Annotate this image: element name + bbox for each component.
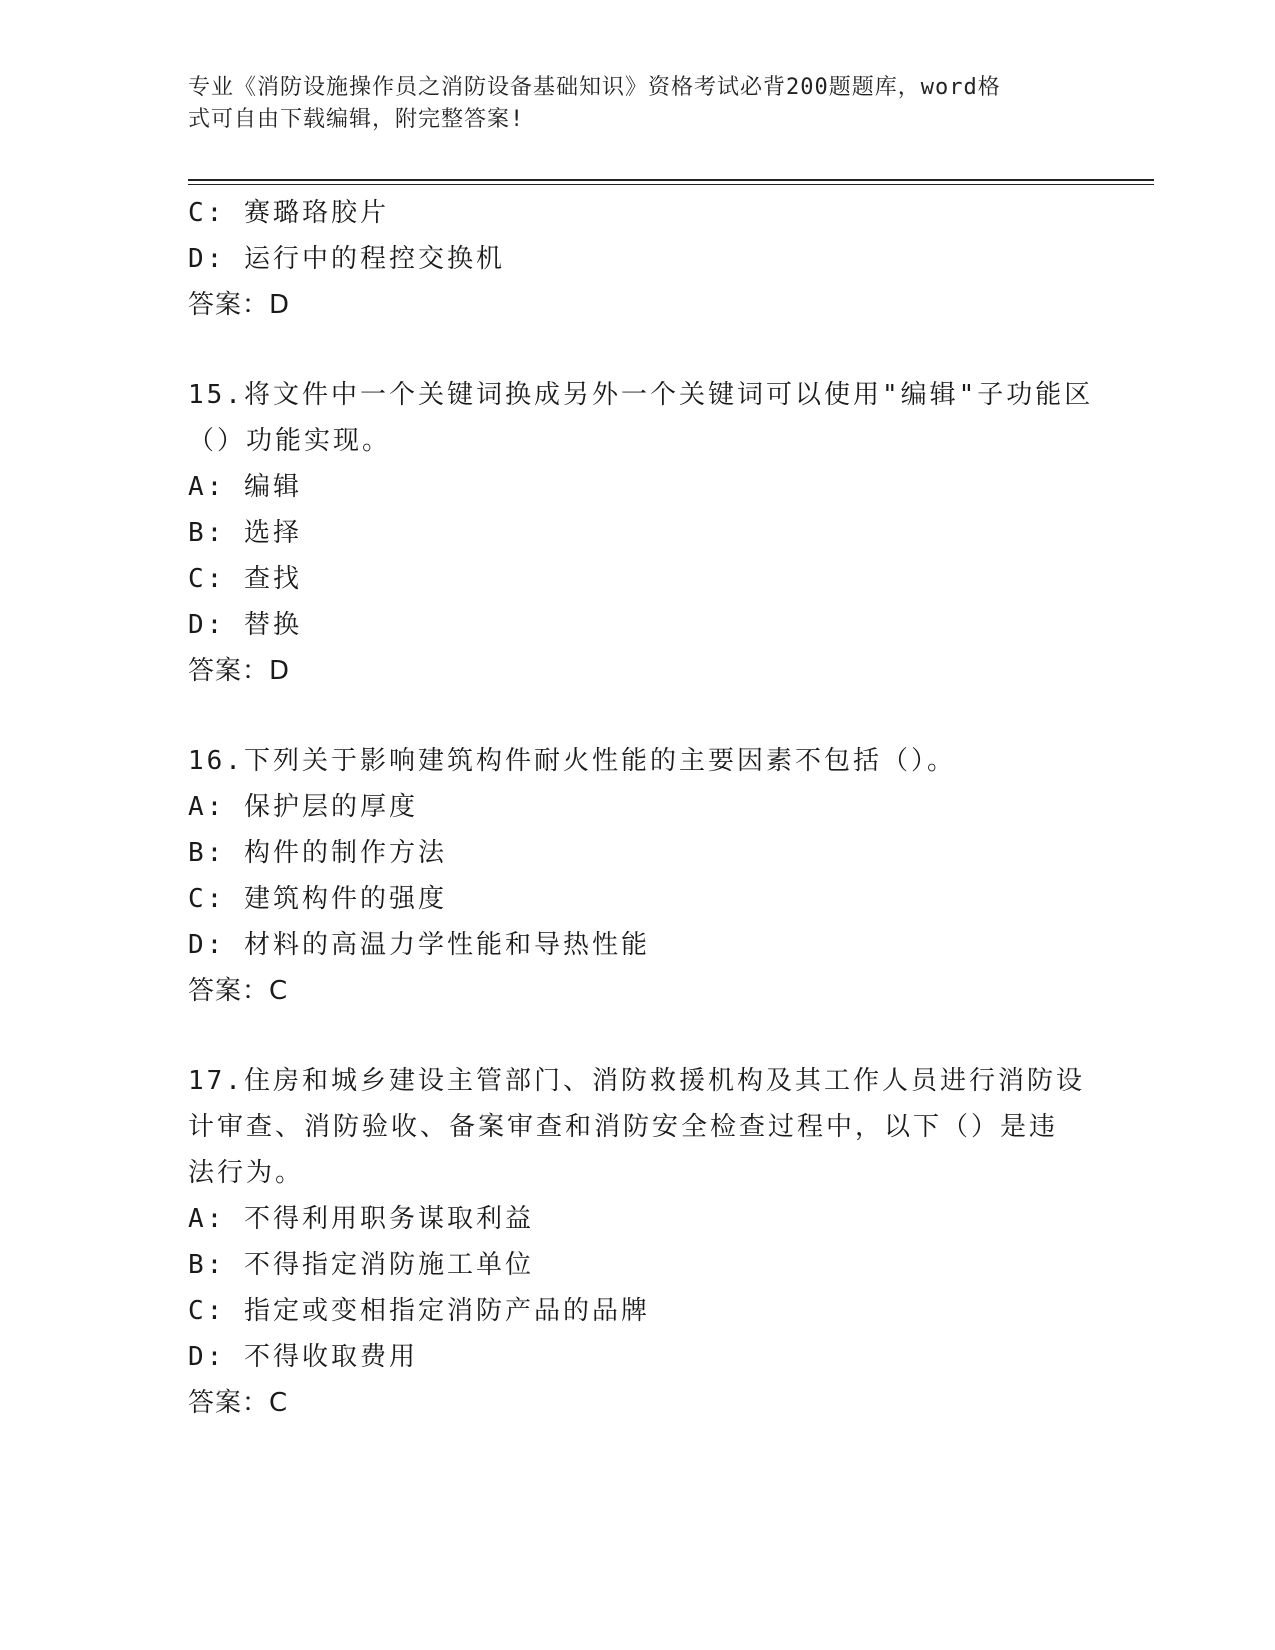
option-c (188, 1288, 1108, 1334)
option-d (188, 602, 1108, 648)
question-text-line: （）功能实现。 (188, 426, 392, 456)
option-text: 指定或变相指定消防产品的品牌 (243, 1296, 650, 1326)
question-15 (188, 372, 1108, 694)
header-line-2: 式可自由下载编辑，附完整答案! (188, 107, 525, 132)
question-text-line: 17.住房和城乡建设主管部门、消防救援机构及其工作人员进行消防设 (188, 1066, 1085, 1096)
option-label: A: (188, 1204, 226, 1234)
option-d (188, 922, 1108, 968)
option-text: 替换 (243, 610, 302, 640)
option-text: 编辑 (243, 472, 302, 502)
option-label: A: (188, 792, 226, 822)
option-text: 建筑构件的强度 (243, 884, 447, 914)
option-text: 赛璐珞胶片 (243, 198, 389, 228)
option-text: 材料的高温力学性能和导热性能 (243, 930, 650, 960)
answer-line: 答案：D (188, 656, 291, 686)
option-label: D: (188, 244, 226, 274)
option-text: 选择 (243, 518, 302, 548)
option-text: 查找 (243, 564, 302, 594)
option-c (188, 556, 1108, 602)
option-label: C: (188, 198, 226, 228)
question-text-line: 15.将文件中一个关键词换成另外一个关键词可以使用"编辑"子功能区 (188, 380, 1094, 410)
header-divider-thick (188, 179, 1154, 181)
option-a (188, 1196, 1108, 1242)
answer-line: 答案：C (188, 1388, 289, 1418)
option-d (188, 1334, 1108, 1380)
option-label: C: (188, 564, 226, 594)
document-header (188, 72, 1068, 136)
option-b (188, 510, 1108, 556)
option-label: D: (188, 610, 226, 640)
option-c (188, 190, 1108, 236)
option-text: 不得收取费用 (243, 1342, 418, 1372)
option-label: D: (188, 930, 226, 960)
question-text-line: 计审查、消防验收、备案审查和消防安全检查过程中，以下（）是违 (188, 1112, 1059, 1142)
option-label: A: (188, 472, 226, 502)
option-text: 保护层的厚度 (243, 792, 418, 822)
option-label: B: (188, 838, 226, 868)
question-list (188, 190, 1108, 1426)
option-b (188, 1242, 1108, 1288)
header-divider-thin (188, 184, 1154, 185)
question-text-line: 16.下列关于影响建筑构件耐火性能的主要因素不包括（）。 (188, 746, 956, 776)
answer-line: 答案：C (188, 976, 289, 1006)
question-17 (188, 1058, 1108, 1426)
option-text: 运行中的程控交换机 (243, 244, 505, 274)
header-line-1: 专业《消防设施操作员之消防设备基础知识》资格考试必背200题题库，word格 (188, 75, 1001, 100)
question-14-continued (188, 190, 1108, 328)
option-text: 不得利用职务谋取利益 (243, 1204, 534, 1234)
option-a (188, 464, 1108, 510)
option-text: 构件的制作方法 (243, 838, 447, 868)
option-label: B: (188, 1250, 226, 1280)
answer-line: 答案：D (188, 290, 291, 320)
option-label: B: (188, 518, 226, 548)
option-c (188, 876, 1108, 922)
option-label: D: (188, 1342, 226, 1372)
question-16 (188, 738, 1108, 1014)
option-b (188, 830, 1108, 876)
option-a (188, 784, 1108, 830)
option-label: C: (188, 1296, 226, 1326)
option-text: 不得指定消防施工单位 (243, 1250, 534, 1280)
option-label: C: (188, 884, 226, 914)
option-d (188, 236, 1108, 282)
question-text-line: 法行为。 (188, 1158, 305, 1188)
